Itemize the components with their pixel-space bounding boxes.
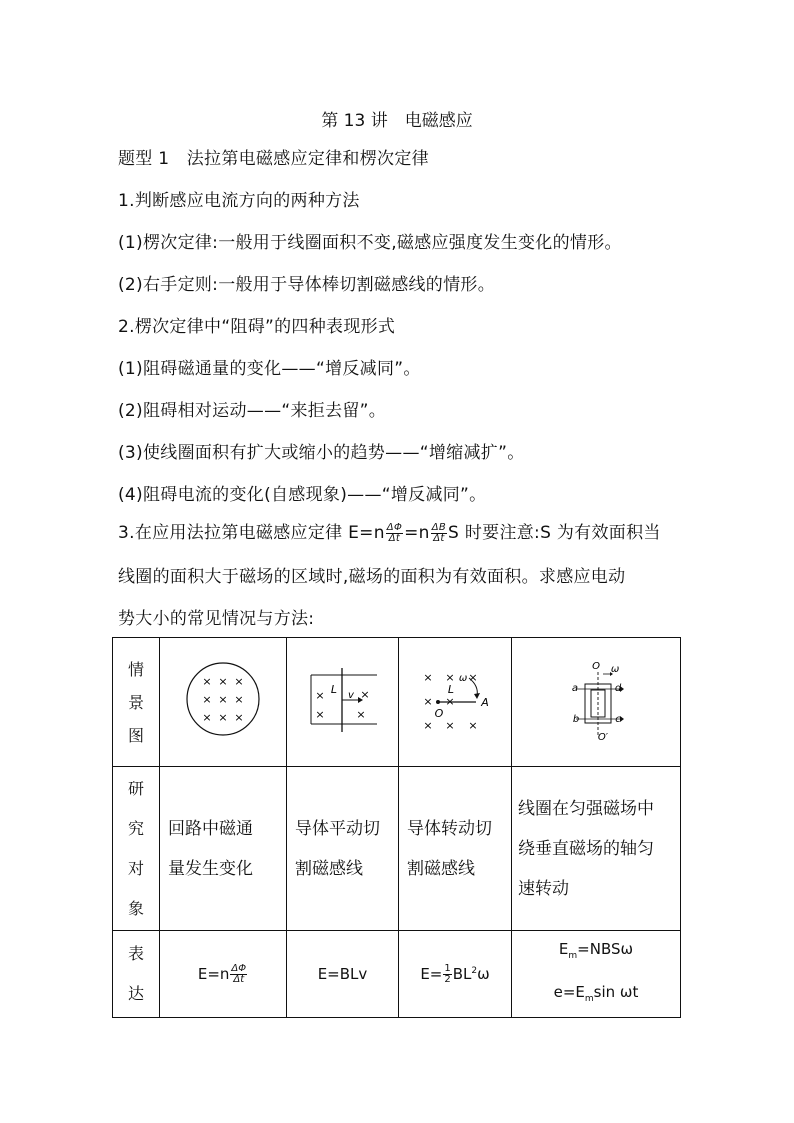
svg-text:L: L <box>447 683 455 696</box>
svg-text:×: × <box>234 711 244 724</box>
svg-text:×: × <box>218 693 228 706</box>
expression-cell-4: $E_m=NBS\omega$ $e=E_m\sin$ ωt <box>512 931 681 1018</box>
paragraph-1-1: (1)楞次定律:一般用于线圈面积不变,磁感应强度发生变化的情形。 <box>118 233 622 253</box>
paragraph-3-line-2: 线圈的面积大于磁场的区域时,磁场的面积为有效面积。求感应电动 <box>118 567 626 587</box>
svg-text:a: a <box>571 683 579 694</box>
svg-text:×: × <box>360 688 370 701</box>
object-cell-4: 线圈在匀强磁场中 绕垂直磁场的轴匀 速转动 <box>512 767 681 931</box>
figure-rotating-coil <box>512 638 681 767</box>
paragraph-3-line-3: 势大小的常见情况与方法: <box>118 609 315 629</box>
expression-cell-2: E=BLv <box>287 931 399 1018</box>
paragraph-2-4: (4)阻碍电流的变化(自感现象)——“增反减同”。 <box>118 485 487 505</box>
table-row-expression <box>113 931 681 1018</box>
svg-text:d: d <box>614 683 622 694</box>
svg-text:b: b <box>572 714 580 725</box>
object-cell-1: 回路中磁通 量发生变化 <box>160 767 287 931</box>
svg-text:×: × <box>445 695 455 708</box>
paragraph-3-line-1: 3.在应用法拉第电磁感应定律 E=n $\frac{\Delta\Phi}{\Delta t}$ =n $\frac{\Delta B}{\Delta t}$ S 时要注意:S 为有效面积当 <box>118 521 661 544</box>
rotating-coil-diagram <box>512 638 681 762</box>
svg-text:ω: ω <box>610 664 620 675</box>
svg-text:×: × <box>423 671 433 684</box>
fraction-dphi-dt: $\frac{\Delta\Phi}{\Delta t}$ <box>386 521 403 544</box>
paragraph-1-2: (2)右手定则:一般用于导体棒切割磁感线的情形。 <box>118 275 496 295</box>
paragraph-2-2: (2)阻碍相对运动——“来拒去留”。 <box>118 401 387 421</box>
svg-text:×: × <box>445 671 455 684</box>
row-header-expression: 表 达 <box>113 931 160 1018</box>
svg-text:×: × <box>234 675 244 688</box>
svg-text:v: v <box>348 690 354 701</box>
svg-text:×: × <box>202 711 212 724</box>
object-cell-2: 导体平动切 割磁感线 <box>287 767 399 931</box>
translational-rod-diagram <box>287 638 399 762</box>
figure-circle-field <box>160 638 287 767</box>
expression-cell-1: E=n $\frac{\Delta\Phi}{\Delta t}$ <box>160 931 287 1018</box>
svg-text:O′: O′ <box>597 732 609 743</box>
svg-text:×: × <box>468 719 478 732</box>
svg-text:×: × <box>202 693 212 706</box>
svg-text:O: O <box>434 707 444 720</box>
svg-text:×: × <box>202 675 212 688</box>
page-title: 第 13 讲 电磁感应 <box>321 111 473 131</box>
circle-field-diagram <box>160 638 287 762</box>
svg-text:×: × <box>218 711 228 724</box>
paragraph-1: 1.判断感应电流方向的两种方法 <box>118 191 360 211</box>
svg-text:×: × <box>234 693 244 706</box>
svg-text:L: L <box>330 683 338 696</box>
situation-table <box>112 637 681 1018</box>
svg-text:O: O <box>592 661 600 672</box>
svg-text:×: × <box>423 695 433 708</box>
table-row-scene <box>113 638 681 767</box>
figure-rotating-rod <box>399 638 512 767</box>
row-header-scene: 情 景 图 <box>113 638 160 767</box>
table-row-object <box>113 767 681 931</box>
svg-text:×: × <box>356 708 366 721</box>
figure-translational-rod <box>287 638 399 767</box>
svg-text:×: × <box>423 719 433 732</box>
svg-text:×: × <box>445 719 455 732</box>
fraction-db-dt: $\frac{\Delta B}{\Delta t}$ <box>431 521 447 544</box>
svg-text:ω: ω <box>458 673 468 684</box>
section-heading: 题型 1 法拉第电磁感应定律和楞次定律 <box>118 149 429 169</box>
expression-cell-3: E= $\frac{1}{2}$ $BL^2\omega$ <box>399 931 512 1018</box>
svg-text:c: c <box>615 714 621 725</box>
row-header-object: 研 究 对 象 <box>113 767 160 931</box>
paragraph-2-3: (3)使线圈面积有扩大或缩小的趋势——“增缩减扩”。 <box>118 443 525 463</box>
object-cell-3: 导体转动切 割磁感线 <box>399 767 512 931</box>
svg-text:×: × <box>468 671 478 684</box>
svg-text:A: A <box>481 696 489 709</box>
svg-text:×: × <box>315 708 325 721</box>
paragraph-2: 2.楞次定律中“阻碍”的四种表现形式 <box>118 317 396 337</box>
svg-text:×: × <box>218 675 228 688</box>
rotating-rod-diagram <box>399 638 512 762</box>
paragraph-2-1: (1)阻碍磁通量的变化——“增反减同”。 <box>118 359 421 379</box>
svg-text:×: × <box>315 689 325 702</box>
